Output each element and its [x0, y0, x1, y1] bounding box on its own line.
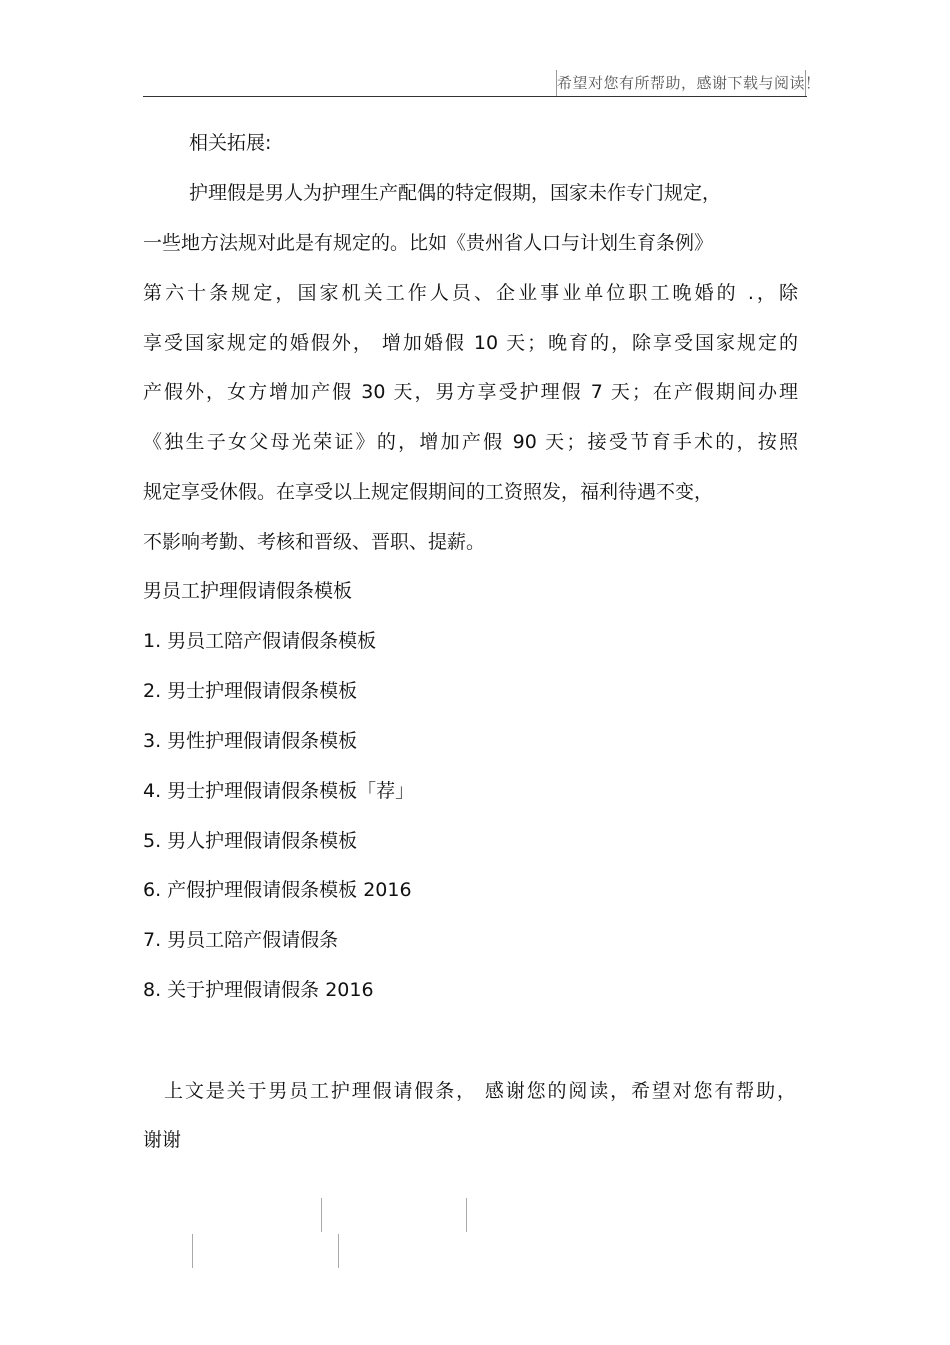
paragraph-line: 护理假是男人为护理生产配偶的特定假期，国家未作专门规定，	[189, 182, 722, 204]
list-item: 7. 男员工陪产假请假条	[143, 929, 339, 951]
paragraph-line: 享受国家规定的婚假外， 增加婚假 10 天；晚育的，除享受国家规定的	[143, 332, 798, 354]
list-item: 3. 男性护理假请假条模板	[143, 730, 358, 752]
list-item: 6. 产假护理假请假条模板 2016	[143, 879, 412, 901]
list-item: 1. 男员工陪产假请假条模板	[143, 630, 377, 652]
paragraph-line: 《独生子女父母光荣证》的，增加产假 90 天；接受节育手术的，按照	[143, 431, 798, 453]
header-divider	[143, 96, 807, 97]
list-title: 男员工护理假请假条模板	[143, 580, 353, 602]
paragraph-line: 一些地方法规对此是有规定的。比如《贵州省人口与计划生育条例》	[143, 232, 714, 254]
header-banner: 希望对您有所帮助，感谢下载与阅读！	[556, 70, 806, 96]
closing-thanks: 谢谢	[143, 1129, 182, 1151]
decorative-divider	[338, 1234, 339, 1268]
closing-paragraph: 上文是关于男员工护理假请假条， 感谢您的阅读，希望对您有帮助，	[164, 1080, 796, 1102]
list-item: 5. 男人护理假请假条模板	[143, 830, 358, 852]
paragraph-line: 不影响考勤、考核和晋级、晋职、提薪。	[143, 531, 486, 553]
decorative-divider	[192, 1234, 193, 1268]
paragraph-line: 第六十条规定，国家机关工作人员、企业事业单位职工晚婚的 .，除	[143, 282, 798, 304]
paragraph-line: 产假外，女方增加产假 30 天，男方享受护理假 7 天；在产假期间办理	[143, 381, 798, 403]
decorative-divider	[321, 1198, 322, 1232]
list-item: 4. 男士护理假请假条模板「荐」	[143, 780, 415, 802]
section-heading: 相关拓展:	[189, 132, 272, 154]
list-item: 2. 男士护理假请假条模板	[143, 680, 358, 702]
paragraph-line: 规定享受休假。在享受以上规定假期间的工资照发，福利待遇不变，	[143, 481, 714, 503]
decorative-divider	[466, 1198, 467, 1232]
list-item: 8. 关于护理假请假条 2016	[143, 979, 374, 1001]
